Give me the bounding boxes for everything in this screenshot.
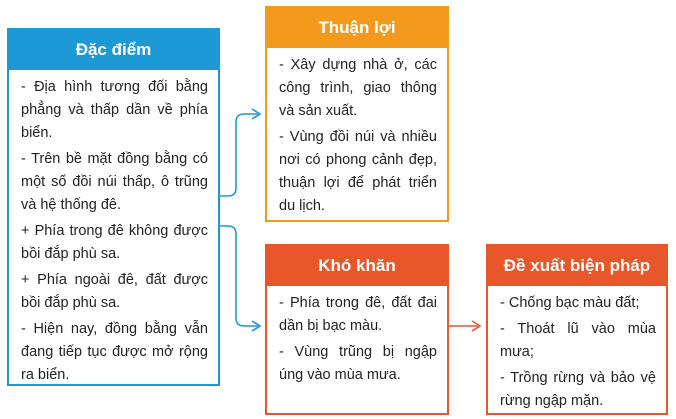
solutions-item: - Trồng rừng và bảo vệ rừng ngập mặn.: [500, 370, 656, 409]
advantages-title: Thuận lợi: [267, 8, 447, 48]
characteristics-item: + Phía ngoài đê, đất được bồi đắp phù sa.: [21, 272, 208, 311]
characteristics-item: - Trên bề mặt đồng bằng có một số đồi núi thấp, ô trũng và hệ thống đê.: [21, 151, 208, 213]
characteristics-item: + Phía trong đê không được bồi đắp phù sa.: [21, 223, 208, 262]
solutions-item: - Thoát lũ vào mùa mưa;: [500, 321, 656, 360]
difficulties-title: Khó khăn: [267, 246, 447, 286]
characteristics-title: Đặc điểm: [9, 30, 218, 70]
arrow-to-advantages: [220, 114, 258, 196]
advantages-item: - Vùng đồi núi và nhiều nơi có phong cảnh đẹp, thuận lợi để phát triển du lịch.: [279, 129, 437, 214]
solutions-title: Đề xuất biện pháp: [488, 246, 666, 286]
difficulties-item: - Vùng trũng bị ngập úng vào mùa mưa.: [279, 344, 437, 383]
difficulties-item: - Phía trong đê, đất đai dần bị bạc màu.: [279, 295, 437, 334]
solutions-item: - Chống bạc màu đất;: [500, 295, 640, 311]
characteristics-item: - Hiện nay, đồng bằng vẫn đang tiếp tục được mở rộng ra biển.: [21, 321, 208, 383]
arrow-to-difficulties: [220, 226, 258, 326]
advantages-item: - Xây dựng nhà ở, các công trình, giao thông và sản xuất.: [279, 57, 437, 119]
characteristics-item: - Địa hình tương đối bằng phẳng và thấp dần về phía biển.: [21, 79, 208, 141]
